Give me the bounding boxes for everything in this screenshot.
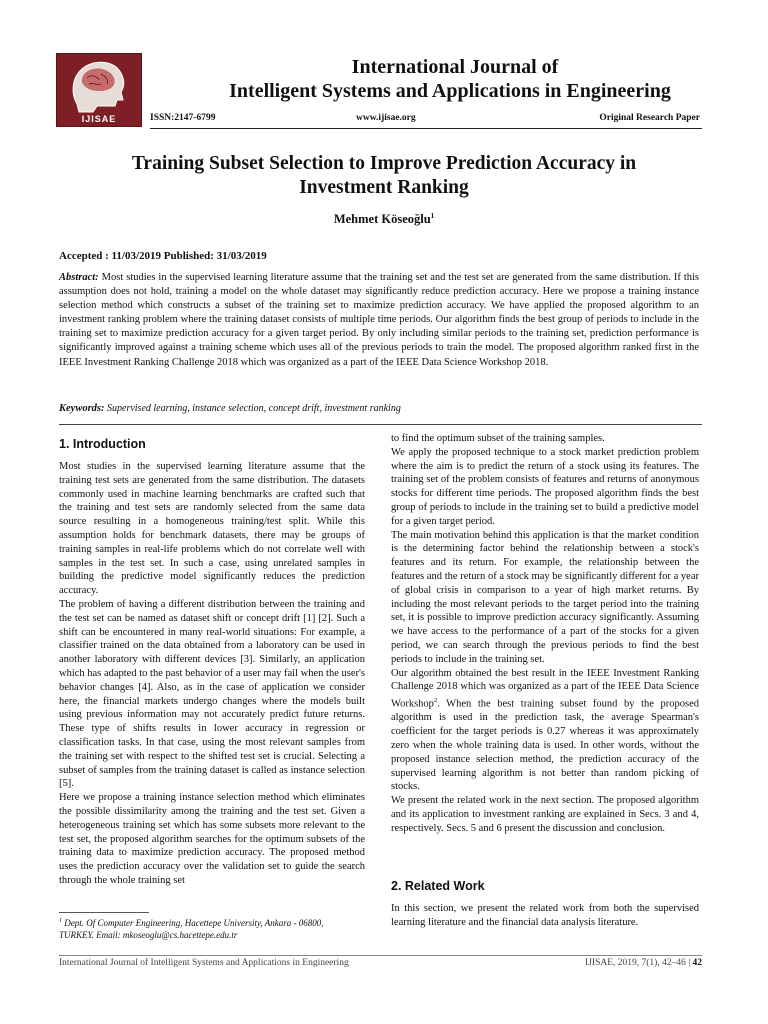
related-paragraph-1: In this section, we present the related work from both the supervised learning literature and the financial data analysis literature.: [391, 903, 699, 928]
paper-type: Original Research Paper: [599, 113, 700, 123]
abstract: [59, 271, 699, 370]
abstract-divider: [59, 424, 702, 425]
author: [60, 212, 708, 227]
intro-paragraph-7: We present the related work in the next section. The proposed algorithm and its application to investment ranking are explained in Secs. 3 and 4, respectively. Secs. 5 and 6 present the discussion and conclusion.: [391, 795, 699, 834]
page-number: 42: [692, 958, 702, 968]
logo-text: IJISAE: [81, 114, 117, 124]
paper-title: [60, 152, 708, 200]
issn: ISSN:2147-6799: [150, 113, 216, 123]
keywords: [59, 403, 699, 414]
header-divider: [150, 128, 702, 129]
section-heading-related-work: 2. Related Work: [391, 879, 485, 893]
intro-paragraph-4: We apply the proposed technique to a stock market prediction problem where the aim is to predict the return of a stock using its features. The training set of the problem consists of features and returns of anonymous stocks for different time periods. The proposed algorithm finds the best group of periods to include in the training set to build a predictive model for a given target period.: [391, 446, 699, 527]
footer-journal-name: International Journal of Intelligent Systems and Applications in Engineering: [59, 958, 349, 968]
journal-title-line2: Intelligent Systems and Applications in Engineering: [229, 80, 671, 102]
accepted-published-dates: Accepted : 11/03/2019 Published: 31/03/2019: [59, 250, 267, 262]
intro-paragraph-3: Here we propose a training instance selection method which eliminates the possible dissimilarity among the training and the test set. Given a heterogeneous training set which has some subsets more relevant to the test set, the proposed algorithm searches for the optimum subsets of the training data to maximize prediction accuracy. The proposed method uses the prediction accuracy over the validation set to guide the search through the whole training set: [59, 792, 365, 886]
journal-logo: [56, 53, 142, 127]
intro-paragraph-6-end: . When the best training subset found by the proposed algorithm is used in the prediction task, the average Spearman's coefficient for the target periods is 0.27 whereas it was approximately zero when the whole training data is used. In other words, without the proposed instance selection method, the prediction accuracy of the supervised learning algorithm is not better than random picking of stocks.: [391, 698, 699, 793]
footnote-divider: [59, 912, 149, 913]
journal-title-line1: International Journal of: [351, 56, 559, 78]
keywords-text: Supervised learning, instance selection, concept drift, investment ranking: [107, 403, 401, 414]
intro-paragraph-3-continued: to find the optimum subset of the training samples.: [391, 433, 605, 444]
intro-paragraph-6-start: Our algorithm obtained the best result in the IEEE Investment Ranking Challenge 2018 which was organized as a part of the IEEE Data Science Workshop: [391, 667, 699, 710]
author-affiliation-mark: 1: [430, 212, 435, 220]
intro-paragraph-1: Most studies in the supervised learning literature assume that the training test sets are generated from the same distribution. The datasets commonly used in machine learning benchmarks are crafted such that the training and test sets are randomly selected from the same data source resulting in a homogeneous training/test split. While this assumption holds for benchmark datasets, there may be groups of training samples in real-life problems which do not correlate well with samples in the test set. In such a case, using unrelated samples in building the predictive model significantly reduces the prediction accuracy.: [59, 461, 365, 597]
brain-head-icon: [57, 54, 141, 116]
footer-divider: [59, 955, 702, 956]
keywords-label: Keywords:: [59, 403, 105, 414]
journal-website[interactable]: www.ijisae.org: [356, 113, 416, 123]
footnote-mark: 1: [59, 918, 62, 924]
footnote: [59, 916, 365, 941]
abstract-label: Abstract:: [59, 272, 99, 283]
intro-paragraph-6: [391, 667, 699, 795]
abstract-text: Most studies in the supervised learning literature assume that the training set and the test set are generated from the same distribution. If this assumption does not hold, training a model on the whole dataset may significantly reduce prediction accuracy. Here we propose a training instance selection method which constructs a subset of the training set to maximize prediction accuracy. We have applied the proposed algorithm to an investment ranking problem where the training dataset consists of multiple time periods. Our algorithm finds the best group of periods to include in the training set to maximize prediction accuracy for a given target period. By only including similar periods to the training set, prediction performance is significantly improved against a training scheme which uses all of the previous periods to train the model. The proposed algorithm ranked first in the IEEE Investment Ranking Challenge 2018 which was organized as a part of the IEEE Data Science Workshop 2018.: [59, 272, 700, 368]
footnote-line1: Dept. Of Computer Engineering, Hacettepe University, Ankara - 06800,: [62, 918, 324, 928]
author-name: Mehmet Köseoğlu: [333, 212, 431, 227]
right-column: [391, 432, 699, 836]
paper-title-line2: Investment Ranking: [299, 177, 469, 198]
left-column: [59, 460, 365, 888]
paper-title-line1: Training Subset Selection to Improve Prediction Accuracy in: [131, 153, 637, 174]
section-heading-introduction: 1. Introduction: [59, 437, 146, 451]
footnote-line2: TURKEY. Email: mkoseoglu@cs.hacettepe.edu.tr: [59, 929, 238, 940]
footer-volume: IJISAE, 2019, 7(1), 42–46 |: [585, 958, 691, 968]
footer-citation: [585, 958, 702, 968]
intro-paragraph-2: The problem of having a different distribution between the training and the test set can be named as dataset shift or concept drift [1] [2]. Such a shift can be encountered in many real-world situations: For example, a classifier trained on the data obtained from a laboratory can be used in another laboratory with different devices [3]. Similarly, an application which has adapted to the past behavior of a user may fail when the user's behavior changes [4]. Also, as in the case of application we consider here, the financial markets undergo changes where the models built using previous information may not accurately predict future returns. These type of shifts results in lower accuracy in regression or classification tasks. In that case, using the most relevant samples from the training set with respect to the shifted test set is crucial. Selecting a subset of samples from the training dataset is called as instance selection [5].: [59, 598, 365, 790]
intro-paragraph-5: The main motivation behind this application is that the market condition is the determining factor behind the relationship between a stock's features and its return. For example, the relationship between the features and the return of a stock may be significantly different for a year of global crisis in comparison to a year of high market returns. By including the most relevant periods to the target period into the training set, it is possible to improve prediction accuracy significantly. Assuming we have access to the performance of a part of the stocks for a given period, we can search through the previous periods to find the best periods to include in the training set.: [391, 529, 699, 665]
footnote-mark-2: 2: [433, 697, 438, 705]
related-work-text: [391, 902, 699, 930]
